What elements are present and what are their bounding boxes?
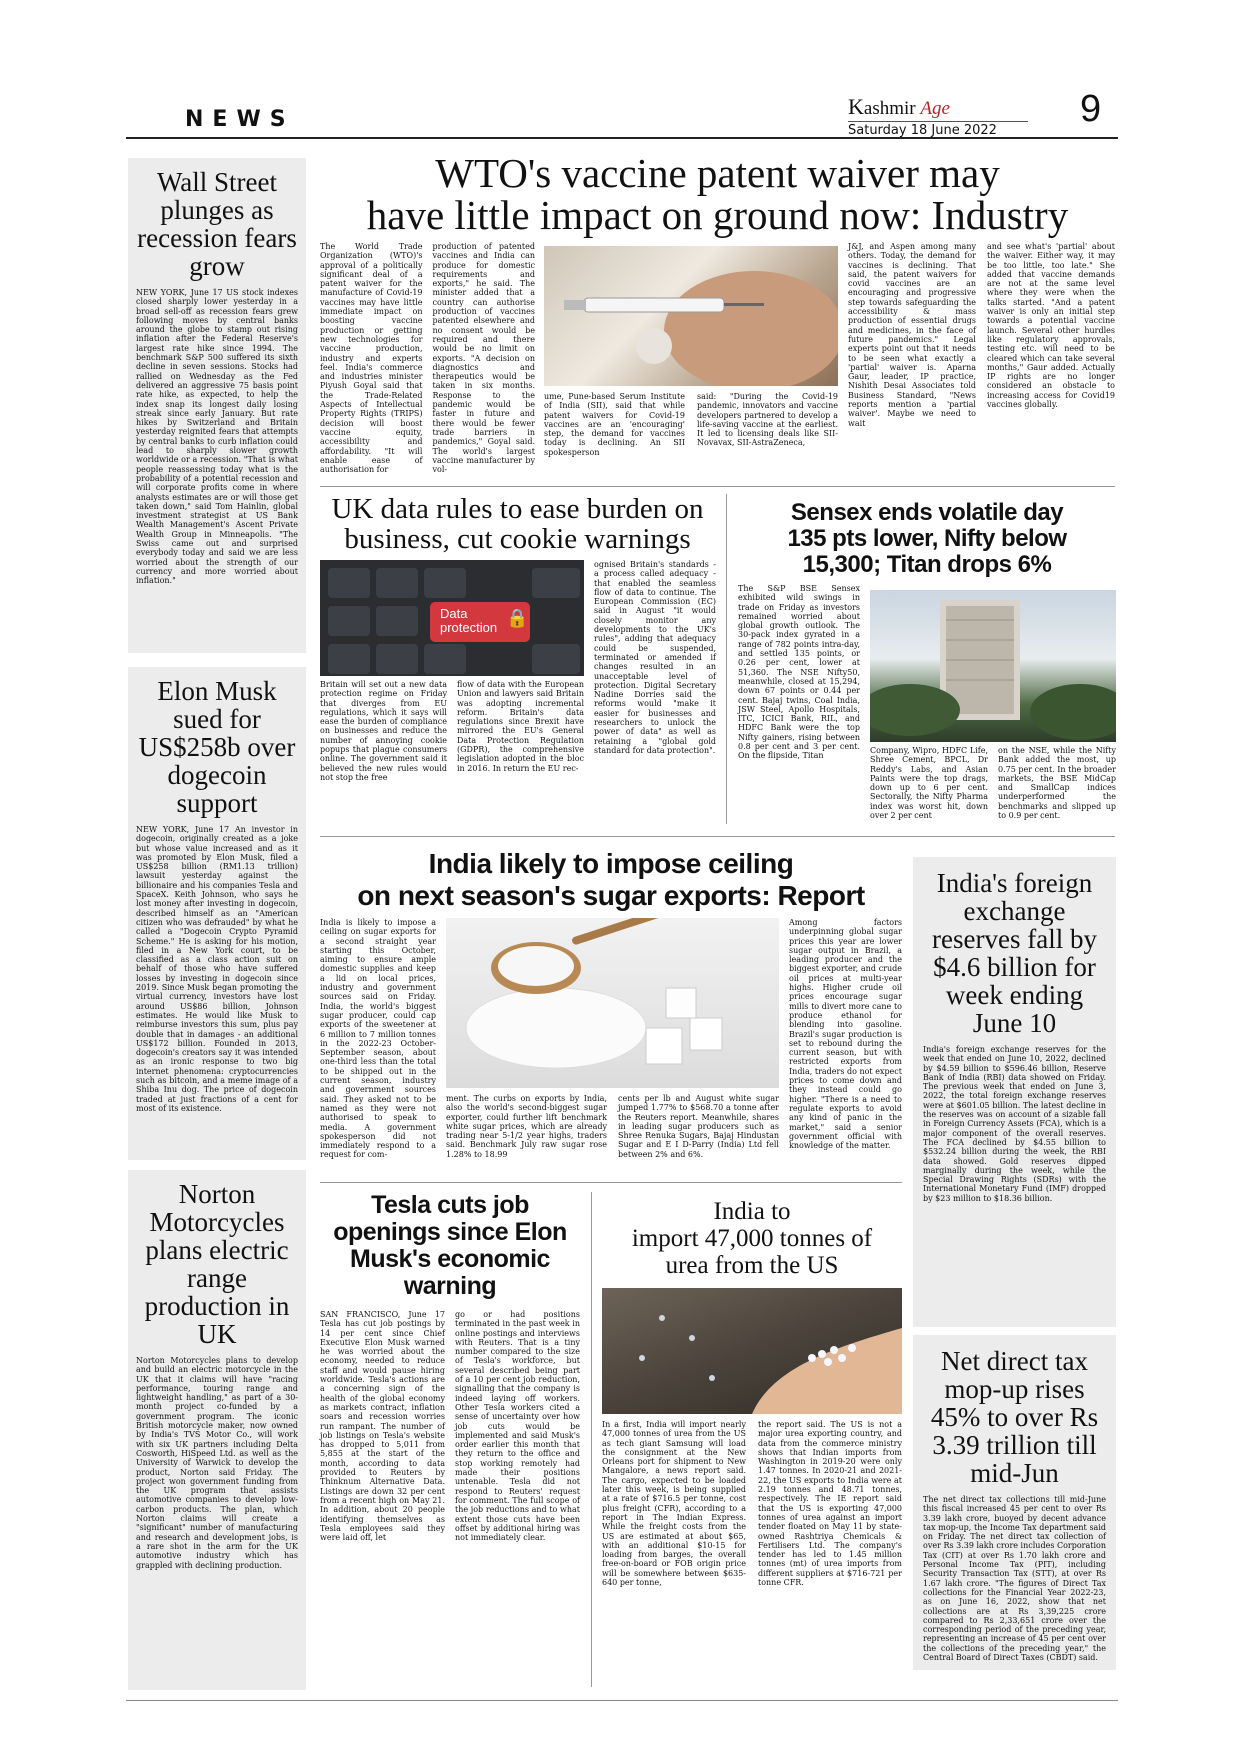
sugar-col-2: ment. The curbs on exports by India, also the world's second-biggest sugar exporter, could further lift benchmark white sugar prices, which are already trading near 5-1/2 year highs, traders said. Benchmark July raw sugar rose 1.28% to 18.99 bbox=[446, 1094, 607, 1159]
musk-body: NEW YORK, June 17 An investor in dogecoin, originally created as a joke but whose value increased and as it was promoted by Elon Musk, filed a US$258 billion (RM1.13 trillion) lawsuit yesterday against the billionaire and his companies Tesla and SpaceX. Keith Johnson, who says he lost money after investing in dogecoin, described himself as an "American citizen who was defrauded" by what he called a "Dogecoin Crypto Pyramid Scheme." He is asking for his motion, filed in a New York court, to be classified as a class action suit on behalf of those who have suffered losses by investing in dogecoin since 2019. Since Musk began promoting the virtual currency, investors have lost around US$86 billion, Johnson estimates. He would like Musk to reimburse investors this sum, plus pay double that in damages - an additional US$172 billion. Founded in 2013, dogecoin's creators say it was intended as an ironic response to two big internet phenomena: cryptocurrencies such as bitcoin, and a meme image of a Shiba Inu dog. The price of dogecoin traded at just fractions of a cent for most of its existence. bbox=[136, 825, 298, 1113]
ukdata-col-1: Britain will set out a new data protection regime on Friday that diverges from EU regulations, which it says will ease the burden of compliance on businesses and reduce the number of annoying cookie popups that plague consumers online. The government said it believed the new rules would not stop the free bbox=[320, 680, 447, 782]
sensex-right-columns bbox=[870, 746, 1116, 820]
divider bbox=[726, 494, 727, 824]
section-title: NEWS bbox=[185, 107, 295, 132]
wallstreet-story bbox=[128, 158, 306, 653]
norton-body: Norton Motorcycles plans to develop and build an electric motorcycle in the UK that it claims will have "racing performance, touring range and lightweight handling," as part of a 30-month project co-funded by a government program. The iconic British motorcycle maker, now owned by India's TVS Motor Co., will work with six UK partners including Delta Cosworth, HiSpeed Ltd. as well as the University of Warwick to develop the product, Norton said Friday. The project won government funding from the UK program that assists automotive companies to develop low-carbon products. The plan, which Norton claims will create a "significant" number of manufacturing and research and development jobs, is a rare shot in the arm for the UK automotive industry which has grappled with declining production. bbox=[136, 1356, 298, 1570]
sensex-col-2: Company, Wipro, HDFC Life, Shree Cement, BPCL, Dr Reddy's Labs, and Asian Paints were the top drags, down up to 6 per cent. Sectorally, the Nifty Pharma index was worst hit, down over 2 per cent bbox=[870, 746, 988, 821]
musk-headline: Elon Musk sued for US$258b over dogecoin support bbox=[138, 676, 296, 818]
divider bbox=[320, 486, 1115, 487]
divider bbox=[320, 836, 1115, 837]
syringe-illustration bbox=[544, 246, 838, 386]
wto-col-3: ume, Pune-based Serum Institute of India (SII), said that while patent waivers for Covid-19 vaccines are an 'encouraging' step, the demand for vaccines today is declining. An SII spokesperson bbox=[544, 392, 685, 457]
footer-rule bbox=[126, 1700, 1118, 1701]
forex-body: India's foreign exchange reserves for the week that ended on June 10, 2022, declined by $4.59 billion to $596.46 billion, Reserve Bank of India (RBI) data showed on Friday. The previous week that ended on June 3, 2022, the total foreign exchange reserves were at $601.05 billion. The latest decline in the reserves was on account of a sizable fall in Foreign Currency Assets (FCA), which is a major component of the overall reserves. The FCA declined by $4.55 billion to $532.24 billion during the week, the RBI data showed. Gold reserves dipped marginally during the week, while the Special Drawing Rights (SDRs) with the International Monetary Fund (IMF) dropped by $23 million to $18.36 billion. bbox=[923, 1045, 1106, 1203]
forex-headline: India's foreign exchange reserves fall by $4.6 billion for week ending June 10 bbox=[932, 868, 1097, 1038]
ukdata-col-2: flow of data with the European Union and lawyers said Britain was adopting incremental reform. Britain's data regulations since Brexit have mirrored the EU's General Data Protection Regulation (GDPR), the comprehensive legislation adopted in the bloc in 2016. In return the EU rec- bbox=[457, 680, 584, 773]
tesla-col-2: go or had positions terminated in the past week in online postings and interviews with Reuters. That is a tiny number compared to the size of Tesla's workforce, but several described being part of a 10 per cent job reduction, signalling that the company is indeed laying off workers. Other Tesla workers cited a sense of uncertainty over how job cuts would be implemented and said Musk's order earlier this month that they return to the office and stop working remotely had made their positions untenable. Tesla did not respond to Reuters' request for comment. The full scope of the job reductions and to what extent those cuts have been offset by additional hiring was not immediately clear. bbox=[455, 1310, 580, 1543]
wto-vaccine-photo bbox=[544, 246, 838, 386]
urea-columns bbox=[602, 1420, 902, 1587]
urea-headline: India to import 47,000 tonnes of urea from the US bbox=[631, 1198, 873, 1279]
urea-hand-illustration bbox=[602, 1288, 902, 1414]
sugar-photo bbox=[446, 918, 779, 1088]
norton-headline: Norton Motorcycles plans electric range production in UK bbox=[144, 1179, 290, 1349]
wto-middle-columns bbox=[544, 392, 838, 457]
wallstreet-headline: Wall Street plunges as recession fears grow bbox=[137, 167, 297, 281]
forex-story bbox=[913, 857, 1116, 1327]
bse-building-photo bbox=[870, 590, 1116, 742]
lock-icon: 🔒 bbox=[506, 608, 529, 629]
sugar-middle-columns bbox=[446, 1094, 779, 1159]
sensex-col-3: on the NSE, while the Nifty Bank added the most, up 0.75 per cent. In the broader markets, the BSE MidCap and SmallCap indices underperformed the benchmarks and slipped up to 0.9 per cent. bbox=[998, 746, 1116, 821]
urea-photo bbox=[602, 1288, 902, 1414]
masthead bbox=[848, 94, 1028, 138]
tesla-columns bbox=[320, 1310, 580, 1542]
divider bbox=[591, 1192, 592, 1687]
data-protection-key: Data protection bbox=[440, 606, 498, 635]
tax-story bbox=[913, 1335, 1116, 1670]
tesla-col-1: SAN FRANCISCO, June 17 Tesla has cut job postings by 14 per cent since Chief Executive Elon Musk warned he was worried about the economy, needed to reduce staff and would pause hiring worldwide. Tesla's actions are a concerning sign of the health of the global economy as markets contract, inflation soars and recession worries run rampant. The number of job listings on Tesla's website has dropped to 5,011 from 5,855 at the start of the month, according to data provided to Reuters by Thinknum Alternative Data. Listings are down 32 per cent from a recent high on May 21. In addition, about 20 people identifying themselves as Tesla employees said they were laid off, let bbox=[320, 1310, 445, 1543]
tesla-headline: Tesla cuts job openings since Elon Musk's economic warning bbox=[333, 1191, 567, 1300]
wto-col-2: production of patented vaccines and India can produce for domestic requirements and exports," he said. The minister added that a country can authorise production of vaccines patented elsewhere and no consent would be required and there would be no limit on exports. "A decision on diagnostics and therapeutics would be taken in six months. Response to the pandemic would be faster in future and there would be fewer trade barriers in pandemics," Goyal said. The world's largest vaccine manufacturer by vol- bbox=[432, 242, 535, 475]
sugar-spoon-illustration bbox=[446, 918, 779, 1088]
urea-col-2: the report said. The US is not a major urea exporting country, and data from the commerce ministry shows that Indian imports from Washington in 2019-20 were only 1.47 tonnes. In 2020-21 and 2021-22, the US exports to India were at 2.19 tonnes and 48.71 tonnes, respectively. The IE report said that the US is exporting 47,000 tonnes of urea against an import tender floated on May 11 by state-owned Rashtriya Chemicals & Fertilisers Ltd. The company's tender has led to 1.45 million tonnes (mt) of urea imports from different suppliers at $716-721 per tonne CFR. bbox=[758, 1420, 902, 1588]
brand-name: Kashmir Age bbox=[848, 94, 950, 119]
wallstreet-body: NEW YORK, June 17 US stock indexes closed sharply lower yesterday in a broad sell-off as recession fears grew following moves by central banks around the globe to stamp out rising inflation after the Federal Reserve's largest rate hike since 1994. The benchmark S&P 500 suffered its sixth decline in seven sessions. Stocks had rallied on Wednesday as the Fed delivered an aggressive 75 basis point rate hike, as expected, to help the index snap its longest daily losing streak since early January. But rate hikes by Switzerland and Britain yesterday reignited fears that attempts by central banks to curb inflation could lead to sharply slower growth worldwide or a recession. "That is what people reassessing today what is the probability of a potential recession and will corporate profits come in where analysts estimates are or will those get taken down," said Tom Hainlin, global investment strategist at US Bank Wealth Management's Ascent Private Wealth Group in Minneapolis. "The Swiss came out and surprised everybody today and said we are less worried about the strength of our currency and more worried about inflation." bbox=[136, 288, 298, 586]
wto-col-5: J&J, and Aspen among many others. Today, the demand for vaccines is declining. That said, the patent waivers for covid vaccines are an encouraging and progressive step towards safeguarding the accessibility & mass production of essential drugs and medicines, in the face of future pandemics." Legal experts point out that it needs to be seen what exactly a 'partial' waiver is. Aparna Gaur, leader, IP practice, Nishith Desai Associates told Business Standard, "News reports mention a 'partial waiver'. Maybe we need to wait bbox=[848, 242, 976, 428]
sugar-headline: India likely to impose ceiling on next season's sugar exports: Report bbox=[357, 848, 865, 911]
building-illustration bbox=[870, 590, 1116, 742]
wto-headline: WTO's vaccine patent waiver may have little impact on ground now: Industry bbox=[366, 150, 1069, 238]
divider bbox=[320, 1182, 902, 1183]
ukdata-col-3: ognised Britain's standards - a process called adequacy - that enabled the seamless flow of data to continue. The European Commission (EC) said in August "it would closely monitor any developments to the UK's rules", adding that adequacy could be suspended, terminated or amended if changes resulted in an unacceptable level of protection. Digital Secretary Nadine Dorries said the reforms would "make it easier for businesses and researchers to unlock the power of data" as well as retaining a "global gold standard for data protection". bbox=[594, 560, 716, 755]
issue-date: Saturday 18 June 2022 bbox=[848, 121, 1028, 138]
ukdata-left-columns bbox=[320, 680, 584, 782]
tax-headline: Net direct tax mop-up rises 45% to over Rs 3.39 trillion till mid-Jun bbox=[930, 1346, 1099, 1488]
wto-col-4: said: "During the Covid-19 pandemic, innovators and vaccine developers partnered to develop a life-saving vaccine at the earliest. It led to licensing deals like SII-Novavax, SII-AstraZeneca, bbox=[697, 392, 838, 448]
norton-story bbox=[128, 1170, 306, 1690]
musk-story bbox=[128, 667, 306, 1160]
header-rule bbox=[126, 137, 1118, 139]
sugar-col-3: cents per lb and August white sugar jumped 1.77% to $568.70 a tonne after the Reuters report. Meanwhile, shares in leading sugar producers such as Shree Renuka Sugars, Bajaj Hindustan Sugar and E I D-Parry (India) Ltd fell between 2% and 6%. bbox=[618, 1094, 779, 1159]
wto-col-6: and see what's 'partial' about the waiver. Either way, it may be too little, too late." She added that vaccine demands are not at the same level where they were when the talks started. "And a patent waiver is only an initial step towards a potential vaccine launch. Several other hurdles like regulatory approvals, testing etc. will need to be cleared which can take several months," Gaur added. Actually IP rights are no longer considered an obstacle to increasing access for Covid19 vaccines globally. bbox=[987, 242, 1115, 410]
wto-left-columns bbox=[320, 242, 535, 474]
ukdata-headline: UK data rules to ease burden on business, cut cookie warnings bbox=[331, 493, 704, 555]
urea-col-1: In a first, India will import nearly 47,000 tonnes of urea from the US as tech giant Samsung will load the consignment at the New Orleans port for shipment to New Mangalore, a news report said. The cargo, expected to be loaded later this week, is being supplied at a rate of $716.5 per tonne, cost plus freight (CFR), according to a report in The Indian Express. While the freight costs from the US are estimated at about $65, with an additional $10-15 for loading from barges, the overall free-on-board or FOB origin price will be somewhere between $635-640 per tonne, bbox=[602, 1420, 746, 1588]
tax-body: The net direct tax collections till mid-June this fiscal increased 45 per cent to over Rs 3.39 lakh crore, buoyed by decent advance tax mop-up, the Income Tax department said on Friday. The net direct tax collection of over Rs 3.39 lakh crore includes Corporation Tax (CIT) at over Rs 1.70 lakh crore and Personal Income Tax (PIT), including Security Transaction Tax (STT), at over Rs 1.67 lakh crore. "The figures of Direct Tax collections for the Financial Year 2022-23, as on June 16, 2022, show that net collections are at Rs 3,39,225 crore compared to Rs 2,33,651 crore over the corresponding period of the preceding year, representing an increase of 45 per cent over the collections of the preceding year," the Central Board of Direct Taxes (CBDT) said. bbox=[923, 1495, 1106, 1663]
wto-right-columns bbox=[848, 242, 1115, 428]
sensex-headline: Sensex ends volatile day 135 pts lower, Nifty below 15,300; Titan drops 6% bbox=[787, 499, 1067, 578]
wto-col-1: The World Trade Organization (WTO)'s approval of a politically significant deal of a patent waiver for the manufacture of Covid-19 vaccines may have little immediate impact on boosting vaccine production or getting new technologies for vaccine production, industry and experts feel. India's commerce and industries minister Piyush Goyal said that the Trade-Related Aspects of Intellectual Property Rights (TRIPS) decision will boost vaccine equity, accessibility and affordability. "It will enable ease of authorisation for bbox=[320, 242, 423, 475]
keyboard-photo bbox=[320, 560, 584, 676]
sensex-col-1: The S&P BSE Sensex exhibited wild swings in trade on Friday as investors remained worried about global growth outlook. The 30-pack index gyrated in a range of 782 points intra-day, and settled 135 points, or 0.26 per cent, lower at 51,360. The NSE Nifty50, meanwhile, closed at 15,294, down 67 points or 0.44 per cent. Bajaj twins, Coal India, JSW Steel, Apollo Hospitals, ITC, ICICI Bank, RIL, and HDFC Bank were the top Nifty gainers, rising between 0.8 per cent and 3 per cent. On the flipside, Titan bbox=[738, 584, 860, 761]
sugar-col-1: India is likely to impose a ceiling on sugar exports for a second straight year starting this October, aiming to ensure ample domestic supplies and keep a lid on local prices, industry and government sources said on Friday. India, the world's biggest sugar producer, could cap exports of the sweetener at 6 million to 7 million tonnes in the 2022-23 October-September season, about one-third less than the total to be shipped out in the current season, industry and government sources said. They asked not to be named as they were not authorised to speak to media. A government spokesperson did not immediately respond to a request for com- bbox=[320, 918, 436, 1160]
page-number: 9 bbox=[1080, 88, 1102, 130]
sugar-col-4: Among factors underpinning global sugar prices this year are lower sugar output in Brazil, a leading producer and the biggest exporter, and crude oil prices at multi-year highs. Higher crude oil prices encourage sugar mills to divert more cane to produce ethanol for blending into gasoline. Brazil's sugar production is set to rebound during the current season, but with restricted exports from India, traders do not expect prices to come down and they instead could go higher. "There is a need to regulate exports to avoid any kind of panic in the market," said a senior government official with knowledge of the matter. bbox=[789, 918, 902, 1151]
